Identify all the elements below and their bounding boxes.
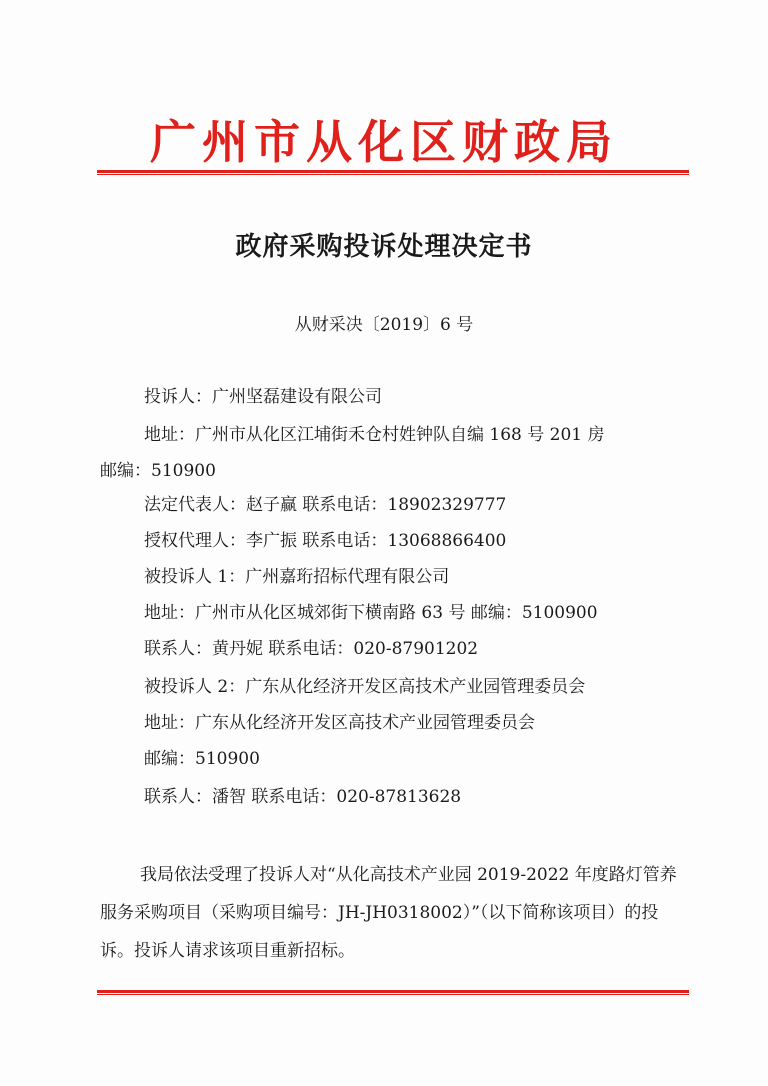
legal-rep-line: 法定代表人：赵子赢 联系电话：18902329777 bbox=[144, 495, 507, 515]
respondent1-contact-line: 联系人：黄丹妮 联系电话：020-87901202 bbox=[144, 639, 479, 659]
respondent2-contact-line: 联系人：潘智 联系电话：020-87813628 bbox=[144, 787, 462, 807]
document-title: 政府采购投诉处理决定书 bbox=[235, 232, 533, 262]
respondent2-line: 被投诉人 2：广东从化经济开发区高技术产业园管理委员会 bbox=[144, 677, 586, 697]
complainant-line: 投诉人：广州坚磊建设有限公司 bbox=[144, 387, 382, 407]
red-divider-top-thin bbox=[97, 174, 689, 175]
red-divider-bottom-thin bbox=[97, 994, 689, 995]
respondent2-address-line: 地址：广东从化经济开发区高技术产业园管理委员会 bbox=[144, 713, 535, 733]
respondent1-address-line: 地址：广州市从化区城郊街下横南路 63 号 邮编：5100900 bbox=[144, 603, 598, 623]
red-divider-top bbox=[97, 170, 689, 173]
agent-line: 授权代理人：李广振 联系电话：13068866400 bbox=[144, 531, 507, 551]
document-number: 从财采决〔2019〕6 号 bbox=[294, 315, 474, 335]
body-paragraph: 我局依法受理了投诉人对“从化高技术产业园 2019-2022 年度路灯管养服务采购项目（采购项目编号：JH-JH0318002）”（以下简称该项目）的投诉。投诉人请求该项目重新招标。 bbox=[100, 865, 677, 961]
agency-header: 广州市从化区财政局 bbox=[150, 115, 618, 169]
respondent2-postcode-line: 邮编：510900 bbox=[144, 749, 260, 769]
respondent1-line: 被投诉人 1：广州嘉珩招标代理有限公司 bbox=[144, 567, 450, 587]
red-divider-bottom bbox=[97, 990, 689, 993]
complainant-postcode-line: 邮编：510900 bbox=[100, 461, 216, 481]
complainant-address-line: 地址：广州市从化区江埔街禾仓村姓钟队自编 168 号 201 房 bbox=[144, 425, 605, 445]
